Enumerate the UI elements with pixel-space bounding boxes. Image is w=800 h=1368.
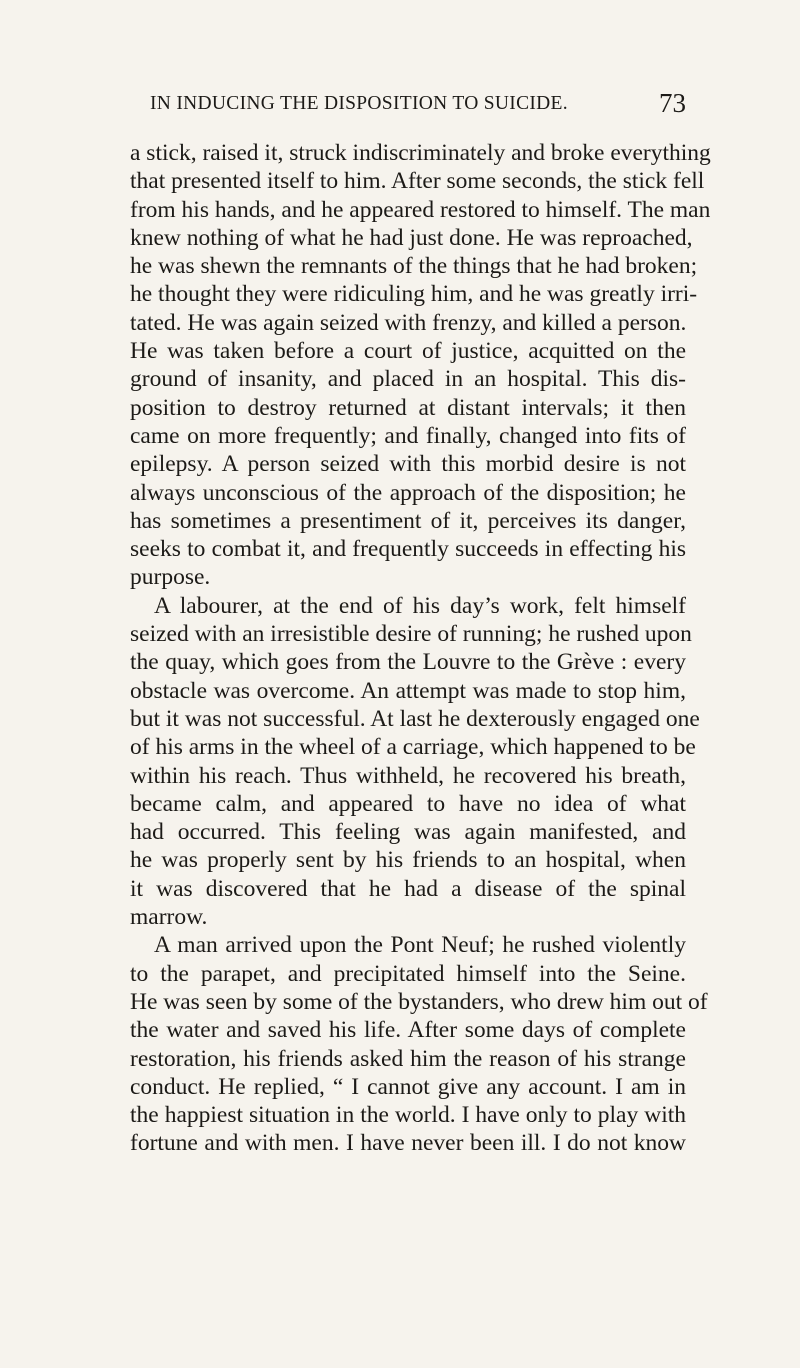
text-line: ground of insanity, and placed in an hospital. This dis- [130, 366, 686, 393]
text-line: he was shewn the remnants of the things that he had broken; [130, 253, 698, 280]
text-line: restoration, his friends asked him the reason of his strange [130, 1045, 686, 1072]
text-line: conduct. He replied, “ I cannot give any account. I am in [130, 1073, 686, 1100]
text-line: He was seen by some of the bystanders, who drew him out of [130, 988, 708, 1015]
text-line: epilepsy. A person seized with this morbid desire is not [130, 451, 686, 478]
text-line: A labourer, at the end of his day’s work, felt himself [154, 592, 686, 619]
text-line: that presented itself to him. After some seconds, the stick fell [130, 168, 705, 195]
text-line: to the parapet, and precipitated himself into the Seine. [130, 960, 686, 987]
text-line: a stick, raised it, struck indiscriminately and broke everything [130, 140, 711, 166]
text-line: tated. He was again seized with frenzy, and killed a person. [130, 309, 687, 336]
text-line: it was discovered that he had a disease of the spinal [130, 875, 686, 902]
text-line: A man arrived upon the Pont Neuf; he rushed violently [154, 932, 686, 959]
text-line: he thought they were ridiculing him, and he was greatly irri- [130, 281, 698, 308]
text-line: He was taken before a court of justice, acquitted on the [130, 338, 686, 365]
running-title: IN INDUCING THE DISPOSITION TO SUICIDE. [150, 93, 568, 114]
text-line: the water and saved his life. After some days of complete [130, 1017, 686, 1044]
text-line: from his hands, and he appeared restored to himself. The man [130, 196, 711, 223]
text-line: of his arms in the wheel of a carriage, which happened to be [130, 734, 696, 761]
text-line: fortune and with men. I have never been ill. I do not know [130, 1130, 686, 1157]
text-line: position to destroy returned at distant intervals; it then [130, 394, 686, 421]
text-line: purpose. [130, 564, 211, 591]
body-text [130, 139, 711, 1158]
text-line: became calm, and appeared to have no idea of what [130, 790, 686, 817]
text-line: came on more frequently; and finally, changed into fits of [130, 422, 686, 449]
page-number: 73 [659, 88, 686, 118]
text-line: knew nothing of what he had just done. He was reproached, [130, 224, 693, 251]
text-line: marrow. [130, 904, 208, 931]
text-line: he was properly sent by his friends to an hospital, when [130, 847, 686, 874]
text-line: the quay, which goes from the Louvre to the Grève : every [130, 649, 686, 676]
text-line: always unconscious of the approach of the disposition; he [130, 479, 686, 506]
text-line: seized with an irresistible desire of running; he rushed upon [130, 621, 692, 648]
text-line: within his reach. Thus withheld, he recovered his breath, [130, 762, 686, 789]
text-line: obstacle was overcome. An attempt was made to stop him, [130, 677, 686, 704]
text-line: seeks to combat it, and frequently succeeds in effecting his [130, 536, 686, 563]
text-line: but it was not successful. At last he dexterously engaged one [130, 705, 700, 732]
text-line: the happiest situation in the world. I have only to play with [130, 1102, 686, 1129]
text-line: had occurred. This feeling was again manifested, and [130, 819, 686, 846]
running-head [130, 90, 686, 120]
text-line: has sometimes a presentiment of it, perceives its danger, [130, 507, 686, 534]
